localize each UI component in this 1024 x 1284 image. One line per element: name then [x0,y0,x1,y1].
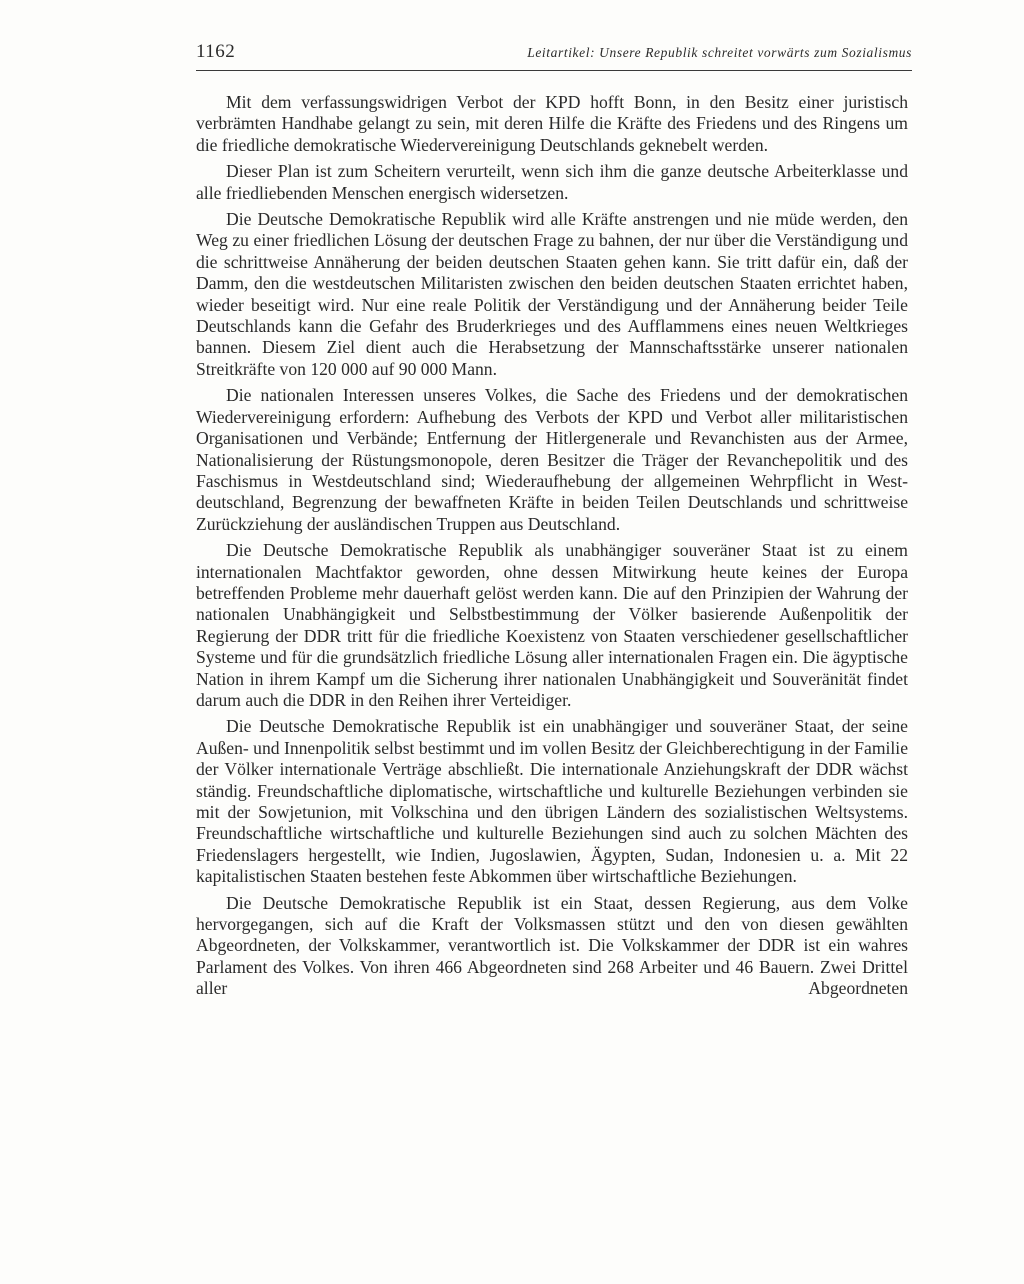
paragraph-7: Die Deutsche Demokratische Republik ist ein Staat, dessen Regierung, aus dem Volke hervorgegangen, sich auf die Kraft der Volksmassen stützt und den von diesen gewählten Abgeordneten, der Volkskammer, verantwortlich ist. Die Volkskammer der DDR ist ein wahres Parlament des Volkes. Von ihren 466 Abgeordneten sind 268 Arbeiter und 46 Bauern. Zwei Drittel aller Abgeordneten [196,892,908,999]
paragraph-5: Die Deutsche Demokratische Republik als unabhängiger souveräner Staat ist zu einem internationalen Machtfaktor geworden, ohne dessen Mitwirkung heute keines der Europa betreffenden Probleme mehr dauerhaft gelöst werden kann. Die auf den Prinzipien der Wahrung der nationalen Unabhängigkeit und Selbstbestimmung der Völker basierende Außenpolitik der Regierung der DDR tritt für die friedliche Koexistenz von Staaten verschiedener gesellschaftlicher Systeme und für die grundsätzlich friedliche Lösung aller internationalen Fragen ein. Die ägyptische Nation in ihrem Kampf um die Sicherung ihrer nationalen Unabhängigkeit und Souveränität findet darum auch die DDR in den Reihen ihrer Verteidiger. [196,540,908,710]
paragraph-3: Die Deutsche Demokratische Republik wird alle Kräfte anstrengen und nie müde werden, den Weg zu einer friedlichen Lösung der deutschen Frage zu bahnen, der nur über die Verständigung und die schrittweise Annäherung der beiden deutschen Staaten gehen kann. Sie tritt dafür ein, daß der Damm, den die westdeutschen Militaristen zwischen den beiden deutschen Staaten errichtet haben, wieder beseitigt wird. Nur eine reale Politik der Verständigung und der Annäherung beider Teile Deutschlands kann die Gefahr des Bruderkrieges und des Aufflammens eines neuen Weltkrieges bannen. Diesem Ziel dient auch die Herabsetzung der Mannschaftsstärke unserer nationalen Streitkräfte von 120 000 auf 90 000 Mann. [196,209,908,379]
paragraph-1: Mit dem verfassungswidrigen Verbot der KPD hofft Bonn, in den Besitz einer juristisch verbrämten Handhabe gelangt zu sein, mit deren Hilfe die Kräfte des Friedens und des Ringens um die friedliche demokratische Wiedervereinigung Deutschlands geknebelt werden. [196,92,908,155]
running-head: Leitartikel: Unsere Republik schreitet vorwärts zum Sozialismus [527,45,912,60]
paragraph-2: Dieser Plan ist zum Scheitern verurteilt, wenn sich ihm die ganze deutsche Arbeiterklasse und alle friedliebenden Menschen energisch widersetzen. [196,161,908,203]
page-number: 1162 [196,41,236,62]
paragraph-4: Die nationalen Interessen unseres Volkes, die Sache des Friedens und der demokratischen Wiedervereinigung erfordern: Aufhebung des Verbots der KPD und Verbot aller militaristischen Organisationen und Verbände; Entfernung der Hitlergenerale und Revanchisten aus der Armee, Nationalisierung der Rüstungsmonopole, deren Besitzer die Träger der Revanchepolitik und des Faschismus in Westdeutschland sind; Wiederaufhebung der allgemeinen Wehrpflicht in Westdeutschland, Begrenzung der bewaffneten Kräfte in beiden Teilen Deutschlands und schrittweise Zurückziehung der ausländischen Truppen aus Deutschland. [196,385,908,534]
paragraph-6: Die Deutsche Demokratische Republik ist ein unabhängiger und souveräner Staat, der seine Außen- und Innenpolitik selbst bestimmt und im vollen Besitz der Gleichberechtigung in der Familie der Völker internationale Verträge abschließt. Die internationale Anziehungskraft der DDR wächst ständig. Freundschaftliche diplomatische, wirtschaftliche und kulturelle Beziehungen verbinden sie mit der Sowjetunion, mit Volkschina und den übrigen Ländern des sozialistischen Weltsystems. Freundschaftliche wirtschaftliche und kulturelle Beziehungen sind auch zu solchen Mächten des Friedenslagers hergestellt, wie Indien, Jugoslawien, Ägypten, Sudan, Indonesien u. a. Mit 22 kapitalistischen Staaten bestehen feste Abkommen über wirtschaftliche Beziehungen. [196,716,908,887]
article-body [196,92,908,1005]
page-header [196,40,912,71]
